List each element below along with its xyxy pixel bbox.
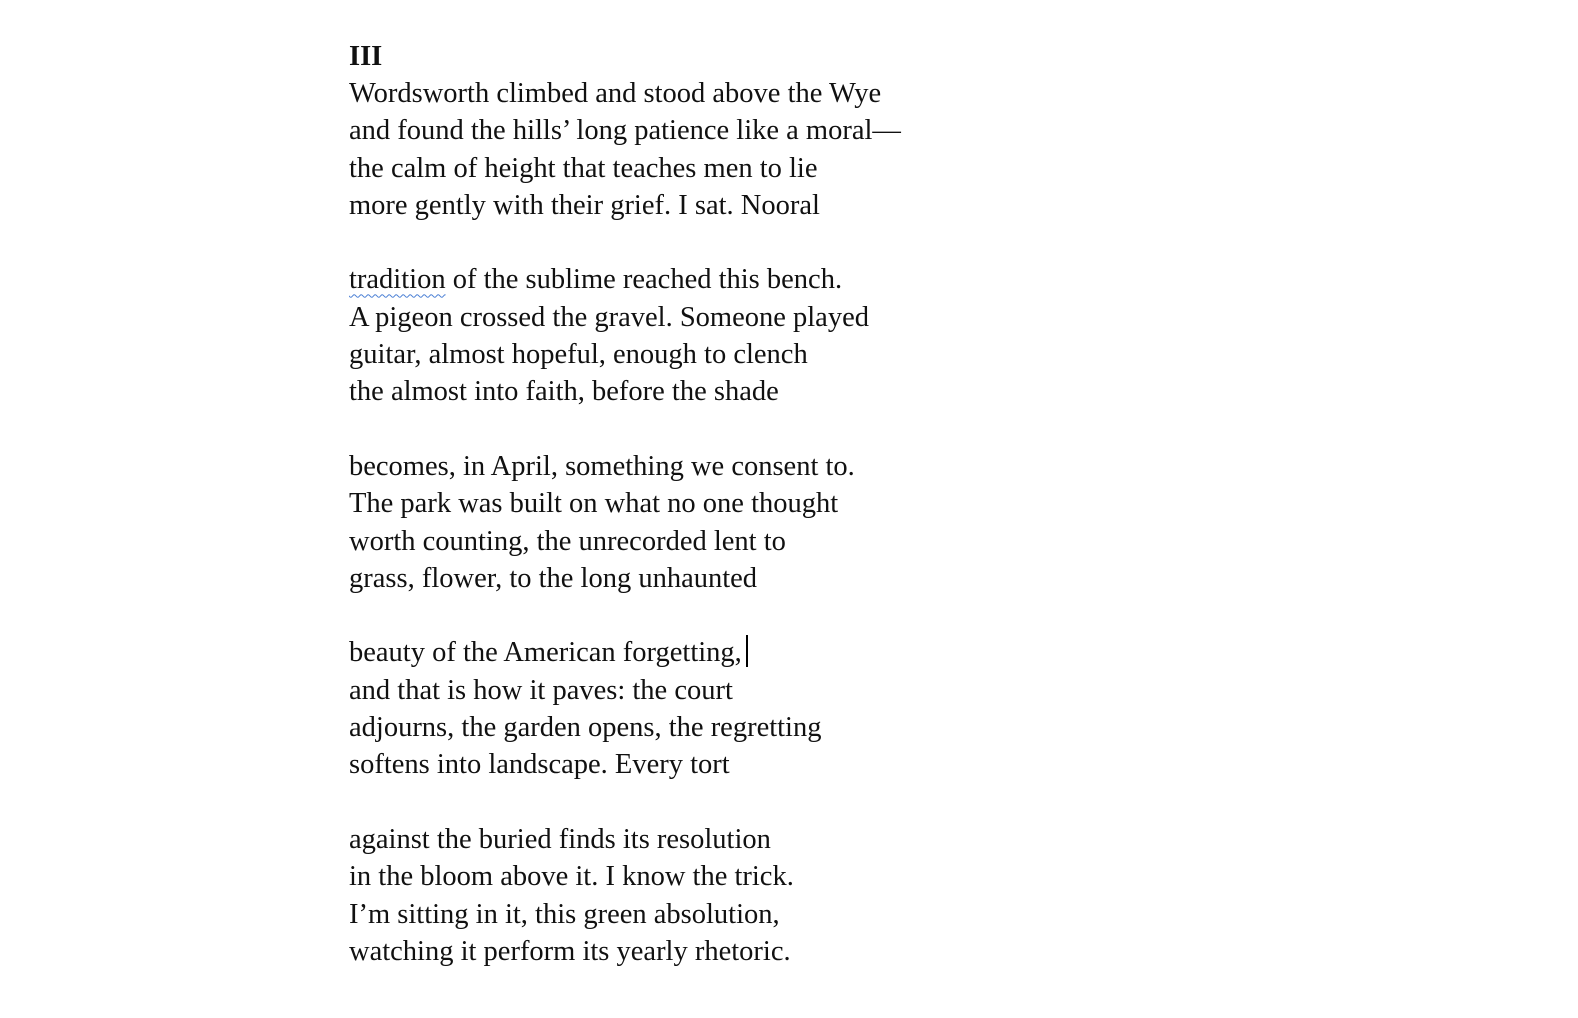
poem-line bbox=[349, 187, 1049, 224]
stanza-gap bbox=[349, 411, 1049, 448]
poem-line: softens into landscape. Every tort bbox=[349, 749, 730, 781]
poem-line bbox=[349, 634, 1049, 671]
poem-line: becomes, in April, something we consent to. bbox=[349, 450, 855, 482]
poem-line: grass, flower, to the long unhaunted bbox=[349, 562, 758, 594]
poem-line-text-tail: oral bbox=[775, 189, 820, 221]
poem-line: adjourns, the garden opens, the regretting bbox=[349, 712, 822, 744]
spellcheck-flagged-word[interactable]: tradition bbox=[349, 264, 446, 296]
stanza-gap bbox=[349, 224, 1049, 261]
poem-line: and found the hills’ long patience like a moral— bbox=[349, 115, 901, 147]
poem-line: in the bloom above it. I know the trick. bbox=[349, 861, 794, 893]
stanza-3 bbox=[349, 448, 1049, 597]
poem-line: Wordsworth climbed and stood above the Wye bbox=[349, 78, 882, 109]
poem-line-text: beauty of the American forgetting, bbox=[349, 637, 742, 669]
poem-line bbox=[349, 261, 1049, 298]
poem-line: worth counting, the unrecorded lent to bbox=[349, 525, 786, 557]
stanza-4 bbox=[349, 634, 1049, 783]
poem-line-text: more gently with their grief. I sat. No bbox=[349, 189, 776, 221]
stanza-gap bbox=[349, 597, 1049, 634]
poem-line: A pigeon crossed the gravel. Someone played bbox=[349, 301, 869, 333]
stanza-1 bbox=[349, 75, 1049, 224]
poem-line: watching it perform its yearly rhetoric. bbox=[349, 935, 791, 967]
text-cursor bbox=[746, 635, 748, 667]
poem-line: the calm of height that teaches men to lie bbox=[349, 152, 818, 184]
poem-line: the almost into faith, before the shade bbox=[349, 376, 779, 408]
stanza-5 bbox=[349, 821, 1049, 970]
document-body[interactable] bbox=[349, 38, 1049, 970]
poem-line: The park was built on what no one thought bbox=[349, 488, 839, 520]
poem-line: I’m sitting in it, this green absolution, bbox=[349, 898, 780, 930]
poem-line: guitar, almost hopeful, enough to clench bbox=[349, 339, 808, 371]
poem-line-text: of the sublime reached this bench. bbox=[445, 264, 843, 296]
stanza-gap bbox=[349, 784, 1049, 821]
poem-line: and that is how it paves: the court bbox=[349, 674, 733, 706]
section-heading: III bbox=[349, 41, 383, 72]
stanza-2 bbox=[349, 261, 1049, 410]
poem-line: against the buried finds its resolution bbox=[349, 823, 771, 855]
